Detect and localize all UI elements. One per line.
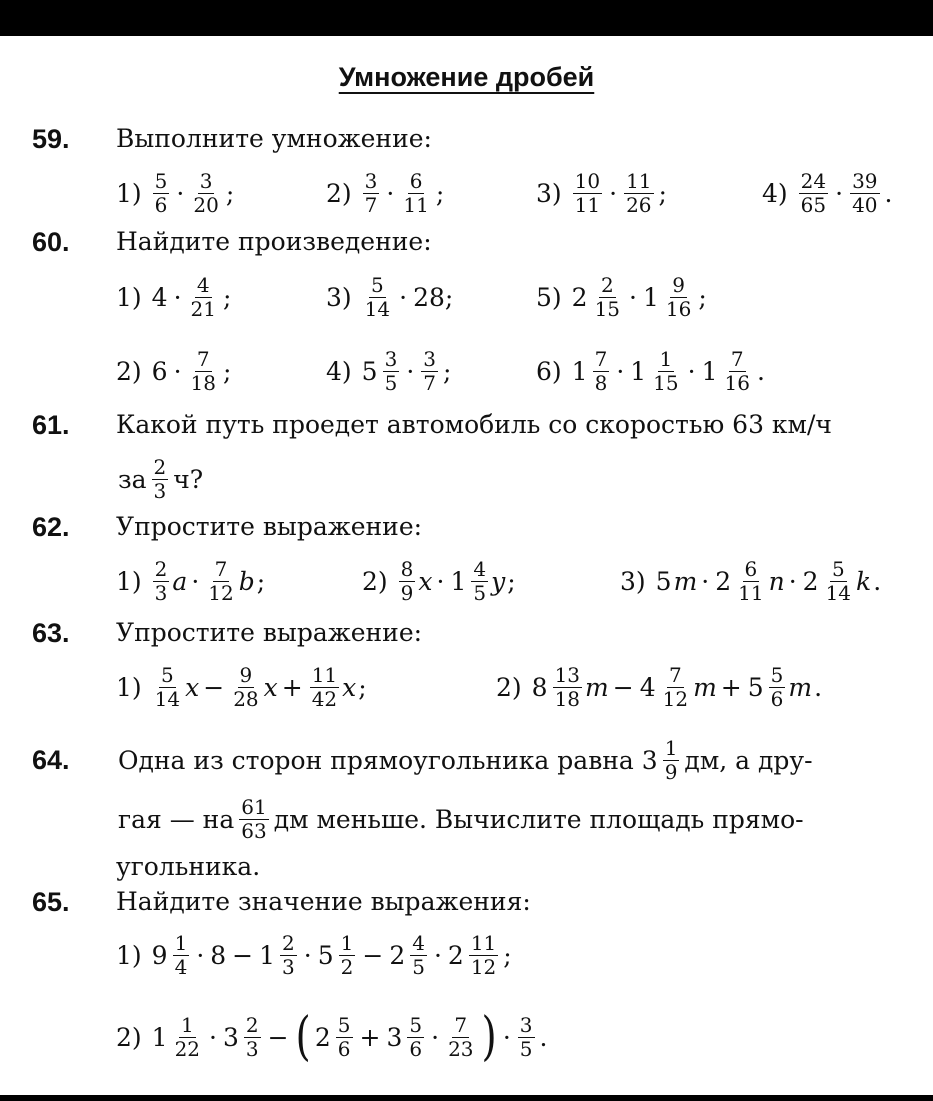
fraction-numerator: 61 xyxy=(241,794,267,819)
fraction xyxy=(363,170,380,217)
fraction-denominator: 2 xyxy=(340,954,354,979)
fraction xyxy=(469,932,498,979)
problem-64-line-3: угольника. xyxy=(116,852,261,881)
fraction-numerator: 7 xyxy=(668,662,682,687)
text: ; xyxy=(222,282,232,312)
item-label: 2) xyxy=(116,1022,142,1052)
fraction xyxy=(518,1014,535,1061)
operator: · xyxy=(687,356,696,386)
fraction xyxy=(410,932,427,979)
fraction-denominator: 6 xyxy=(409,1036,423,1061)
fraction-numerator: 9 xyxy=(239,662,253,687)
fraction-denominator: 28 xyxy=(233,686,259,711)
item-label: 2) xyxy=(116,356,142,386)
fraction-denominator: 11 xyxy=(574,192,601,217)
text: . xyxy=(814,672,823,702)
text: 4 xyxy=(151,282,168,312)
variable: m xyxy=(673,566,698,596)
text: 1 xyxy=(151,1022,168,1052)
operator: · xyxy=(835,178,844,208)
problem-number-65: 65. xyxy=(32,887,70,917)
item-label: 3) xyxy=(326,282,352,312)
problem-62-item-2 xyxy=(362,548,518,614)
fraction-denominator: 12 xyxy=(208,580,234,605)
text: гая — на xyxy=(118,804,235,834)
fraction-numerator: 11 xyxy=(470,930,497,955)
operator: − xyxy=(612,672,634,702)
variable: x xyxy=(418,566,433,596)
text: 1 xyxy=(450,566,467,596)
fraction-numerator: 24 xyxy=(800,168,827,193)
fraction-denominator: 6 xyxy=(770,686,784,711)
fraction-denominator: 21 xyxy=(190,296,216,321)
fraction xyxy=(624,170,653,217)
fraction xyxy=(244,1014,261,1061)
problem-59-item-2 xyxy=(326,160,446,226)
fraction-numerator: 4 xyxy=(473,556,487,581)
problem-60-item-1 xyxy=(116,264,233,330)
item-label: 2) xyxy=(362,566,388,596)
top-black-bar xyxy=(0,0,933,36)
parenthesis: ( xyxy=(295,1007,311,1067)
fraction xyxy=(824,558,853,605)
fraction-numerator: 9 xyxy=(672,272,685,297)
text: ; xyxy=(225,178,235,208)
fraction-numerator: 3 xyxy=(423,346,436,371)
fraction-denominator: 42 xyxy=(311,686,338,711)
item-label: 3) xyxy=(536,178,562,208)
operator: · xyxy=(609,178,618,208)
item-label: 1) xyxy=(116,940,142,970)
problem-number-63: 63. xyxy=(32,618,70,648)
item-label: 1) xyxy=(116,178,142,208)
fraction-numerator: 10 xyxy=(574,168,601,193)
item-label: 1) xyxy=(116,566,142,596)
text: 8 xyxy=(210,940,227,970)
fraction-numerator: 2 xyxy=(153,454,167,479)
fraction-numerator: 1 xyxy=(180,1012,194,1037)
fraction-denominator: 15 xyxy=(653,370,679,395)
problem-62-text: Упростите выражение: xyxy=(116,512,423,541)
variable: x xyxy=(263,672,278,702)
fraction-denominator: 5 xyxy=(473,580,487,605)
fraction xyxy=(664,274,693,321)
operator: · xyxy=(176,178,185,208)
variable: m xyxy=(585,672,609,702)
fraction xyxy=(593,348,610,395)
operator: − xyxy=(203,672,225,702)
text: 5 xyxy=(655,566,672,596)
fraction-denominator: 18 xyxy=(554,686,581,711)
operator: · xyxy=(616,356,625,386)
operator: · xyxy=(701,566,710,596)
variable: a xyxy=(172,566,188,596)
fraction-denominator: 3 xyxy=(282,954,295,979)
text: ; xyxy=(658,178,667,208)
fraction xyxy=(407,1014,424,1061)
fraction-denominator: 15 xyxy=(594,296,621,321)
problem-64-line-1 xyxy=(116,727,815,793)
fraction-denominator: 18 xyxy=(190,370,216,395)
fraction xyxy=(736,558,765,605)
fraction xyxy=(663,737,680,784)
fraction xyxy=(191,170,220,217)
fraction xyxy=(383,348,400,395)
fraction xyxy=(363,274,392,321)
fraction-numerator: 4 xyxy=(412,930,425,955)
fraction-numerator: 2 xyxy=(282,930,295,955)
operator: − xyxy=(232,940,254,970)
fraction xyxy=(399,558,416,605)
operator: · xyxy=(502,1022,511,1052)
fraction-denominator: 63 xyxy=(241,818,267,843)
operator: + xyxy=(359,1022,381,1052)
problem-60-text: Найдите произведение: xyxy=(116,227,432,256)
variable: b xyxy=(238,566,255,596)
fraction-numerator: 4 xyxy=(196,272,210,297)
text: 2 xyxy=(571,282,588,312)
text: ; xyxy=(507,566,516,596)
fraction-numerator: 7 xyxy=(196,346,210,371)
text: 2 xyxy=(715,566,732,596)
text: ч? xyxy=(173,464,204,494)
fraction xyxy=(153,664,182,711)
fraction xyxy=(231,664,260,711)
fraction-numerator: 11 xyxy=(311,662,338,687)
problem-number-61: 61. xyxy=(32,410,70,440)
text: 2 xyxy=(802,566,819,596)
fraction-numerator: 7 xyxy=(730,346,744,371)
item-label: 5) xyxy=(536,282,562,312)
item-label: 2) xyxy=(496,672,522,702)
fraction-numerator: 6 xyxy=(409,168,423,193)
fraction-numerator: 5 xyxy=(409,1012,423,1037)
fraction xyxy=(593,274,622,321)
operator: · xyxy=(406,356,415,386)
text: 5 xyxy=(361,356,378,386)
variable: x xyxy=(185,672,200,702)
item-label: 1) xyxy=(116,672,142,702)
fraction-denominator: 5 xyxy=(412,954,425,979)
text: 8 xyxy=(531,672,548,702)
fraction xyxy=(769,664,786,711)
fraction-numerator: 6 xyxy=(744,556,758,581)
operator: + xyxy=(281,672,303,702)
fraction-numerator: 3 xyxy=(199,168,213,193)
operator: · xyxy=(196,940,205,970)
problem-61-text: Какой путь проедет автомобиль со скоростью 63 км/ч xyxy=(116,410,832,439)
fraction xyxy=(722,348,751,395)
problem-63-item-1 xyxy=(116,654,369,720)
text: за xyxy=(118,464,147,494)
operator: − xyxy=(267,1022,289,1052)
fraction-numerator: 3 xyxy=(384,346,398,371)
fraction-numerator: 1 xyxy=(659,346,673,371)
fraction-denominator: 14 xyxy=(154,686,181,711)
fraction-denominator: 5 xyxy=(384,370,398,395)
text: 4 xyxy=(639,672,656,702)
fraction-numerator: 5 xyxy=(770,662,784,687)
text: . xyxy=(873,566,882,596)
fraction-numerator: 1 xyxy=(174,930,188,955)
text: 3 xyxy=(222,1022,239,1052)
text: 2 xyxy=(389,940,406,970)
fraction xyxy=(799,170,828,217)
variable: k xyxy=(856,566,872,596)
fraction xyxy=(173,932,190,979)
text: 1 xyxy=(571,356,588,386)
fraction-denominator: 65 xyxy=(800,192,827,217)
operator: · xyxy=(399,282,408,312)
text: 6 xyxy=(151,356,168,386)
operator: · xyxy=(386,178,395,208)
fraction-denominator: 3 xyxy=(153,478,167,503)
operator: − xyxy=(362,940,384,970)
problem-65-item-2 xyxy=(116,1004,549,1070)
problem-60-item-5 xyxy=(536,264,709,330)
problem-59-item-3 xyxy=(536,160,669,226)
fraction xyxy=(339,932,356,979)
fraction xyxy=(189,348,218,395)
item-label: 1) xyxy=(116,282,142,312)
variable: n xyxy=(768,566,785,596)
text: . xyxy=(539,1022,548,1052)
problem-62-item-3 xyxy=(620,548,883,614)
problem-59-item-4 xyxy=(762,160,894,226)
page-title: Умножение дробей xyxy=(338,62,595,92)
fraction xyxy=(239,796,268,843)
problem-63-item-2 xyxy=(496,654,824,720)
fraction-numerator: 2 xyxy=(154,556,168,581)
fraction xyxy=(310,664,339,711)
parenthesis: ) xyxy=(481,1007,497,1067)
fraction-numerator: 5 xyxy=(154,168,168,193)
fraction-denominator: 12 xyxy=(470,954,497,979)
text: 3 xyxy=(386,1022,403,1052)
fraction xyxy=(189,274,218,321)
variable: y xyxy=(491,566,506,596)
text: ; xyxy=(222,356,232,386)
fraction-denominator: 9 xyxy=(664,759,678,784)
fraction xyxy=(446,1014,475,1061)
item-label: 6) xyxy=(536,356,562,386)
problem-65-item-1 xyxy=(116,922,514,988)
text: дм меньше. Вычислите площадь прямо- xyxy=(273,804,804,834)
operator: · xyxy=(173,356,182,386)
text: 1 xyxy=(701,356,718,386)
item-label: 3) xyxy=(620,566,646,596)
fraction xyxy=(573,170,602,217)
variable: x xyxy=(342,672,357,702)
problem-number-64: 64. xyxy=(32,745,70,775)
fraction-numerator: 3 xyxy=(519,1012,533,1037)
variable: m xyxy=(788,672,813,702)
fraction-denominator: 6 xyxy=(154,192,168,217)
fraction-denominator: 7 xyxy=(364,192,378,217)
problem-60-item-2 xyxy=(116,338,233,404)
operator: · xyxy=(433,940,442,970)
fraction-denominator: 14 xyxy=(825,580,852,605)
fraction-denominator: 4 xyxy=(174,954,188,979)
text: 2 xyxy=(447,940,464,970)
operator: · xyxy=(173,282,182,312)
fraction xyxy=(553,664,582,711)
text: ; xyxy=(698,282,707,312)
fraction-numerator: 5 xyxy=(161,662,174,687)
text: 1 xyxy=(642,282,659,312)
fraction-denominator: 40 xyxy=(852,192,878,217)
fraction xyxy=(152,456,169,503)
fraction-numerator: 11 xyxy=(626,168,652,193)
fraction-numerator: 7 xyxy=(214,556,228,581)
problem-number-62: 62. xyxy=(32,512,70,542)
fraction-numerator: 2 xyxy=(600,272,614,297)
fraction-denominator: 11 xyxy=(403,192,429,217)
problem-59-text: Выполните умножение: xyxy=(116,124,432,153)
fraction-denominator: 9 xyxy=(400,580,414,605)
problem-64-line-2 xyxy=(116,786,806,852)
fraction-denominator: 3 xyxy=(154,580,168,605)
fraction-denominator: 6 xyxy=(337,1036,351,1061)
text: . xyxy=(884,178,893,208)
fraction xyxy=(336,1014,353,1061)
operator: · xyxy=(629,282,637,312)
item-label: 4) xyxy=(762,178,788,208)
item-label: 2) xyxy=(326,178,352,208)
problem-63-text: Упростите выражение: xyxy=(116,618,423,647)
fraction-numerator: 1 xyxy=(664,735,678,760)
bottom-black-bar xyxy=(0,1095,933,1101)
problem-60-item-3 xyxy=(326,264,455,330)
operator: · xyxy=(191,566,200,596)
text: 28; xyxy=(413,282,454,312)
text: 1 xyxy=(630,356,647,386)
text: ; xyxy=(358,672,367,702)
fraction-denominator: 23 xyxy=(448,1036,474,1061)
fraction xyxy=(206,558,235,605)
fraction-denominator: 16 xyxy=(665,296,692,321)
problem-number-60: 60. xyxy=(32,227,70,257)
text: 1 xyxy=(259,940,276,970)
problem-65-text: Найдите значение выражения: xyxy=(116,887,531,916)
fraction xyxy=(153,558,170,605)
fraction-numerator: 7 xyxy=(454,1012,468,1037)
text: 2 xyxy=(314,1022,331,1052)
fraction-numerator: 5 xyxy=(371,272,384,297)
text: 9 xyxy=(151,940,168,970)
item-label: 4) xyxy=(326,356,352,386)
fraction-denominator: 8 xyxy=(594,370,608,395)
fraction xyxy=(401,170,430,217)
fraction-numerator: 2 xyxy=(245,1012,259,1037)
operator: + xyxy=(720,672,742,702)
text: дм, а дру- xyxy=(684,745,813,775)
fraction-numerator: 7 xyxy=(594,346,608,371)
fraction-denominator: 5 xyxy=(519,1036,533,1061)
fraction-numerator: 3 xyxy=(364,168,378,193)
fraction xyxy=(651,348,680,395)
fraction-numerator: 8 xyxy=(400,556,414,581)
fraction xyxy=(153,170,170,217)
fraction-denominator: 26 xyxy=(626,192,652,217)
fraction xyxy=(421,348,438,395)
fraction-numerator: 5 xyxy=(337,1012,351,1037)
fraction xyxy=(173,1014,202,1061)
problem-60-item-4 xyxy=(326,338,453,404)
problem-62-item-1 xyxy=(116,548,267,614)
problem-59-item-1 xyxy=(116,160,236,226)
problem-61-continuation xyxy=(116,446,205,512)
text: . xyxy=(756,356,765,386)
text: 5 xyxy=(317,940,334,970)
fraction-denominator: 12 xyxy=(662,686,689,711)
fraction-numerator: 39 xyxy=(852,168,878,193)
problem-60-item-6 xyxy=(536,338,767,404)
text: ; xyxy=(435,178,445,208)
fraction-denominator: 22 xyxy=(174,1036,201,1061)
operator: · xyxy=(431,1022,440,1052)
text: ; xyxy=(503,940,512,970)
fraction xyxy=(850,170,879,217)
fraction-denominator: 3 xyxy=(245,1036,259,1061)
operator: · xyxy=(303,940,312,970)
fraction-numerator: 5 xyxy=(831,556,845,581)
text: ; xyxy=(443,356,452,386)
operator: · xyxy=(209,1022,217,1052)
fraction-numerator: 1 xyxy=(340,930,354,955)
fraction-numerator: 13 xyxy=(554,662,581,687)
fraction xyxy=(471,558,488,605)
fraction-denominator: 14 xyxy=(364,296,391,321)
fraction-denominator: 11 xyxy=(738,580,764,605)
text: ; xyxy=(256,566,266,596)
fraction-denominator: 20 xyxy=(193,192,219,217)
fraction xyxy=(280,932,297,979)
fraction-denominator: 7 xyxy=(423,370,436,395)
variable: m xyxy=(693,672,717,702)
problem-number-59: 59. xyxy=(32,124,70,154)
text: 5 xyxy=(747,672,764,702)
operator: · xyxy=(788,566,797,596)
text: Одна из сторон прямоугольника равна 3 xyxy=(118,745,658,775)
operator: · xyxy=(436,566,445,596)
fraction xyxy=(661,664,690,711)
fraction-denominator: 16 xyxy=(724,370,750,395)
